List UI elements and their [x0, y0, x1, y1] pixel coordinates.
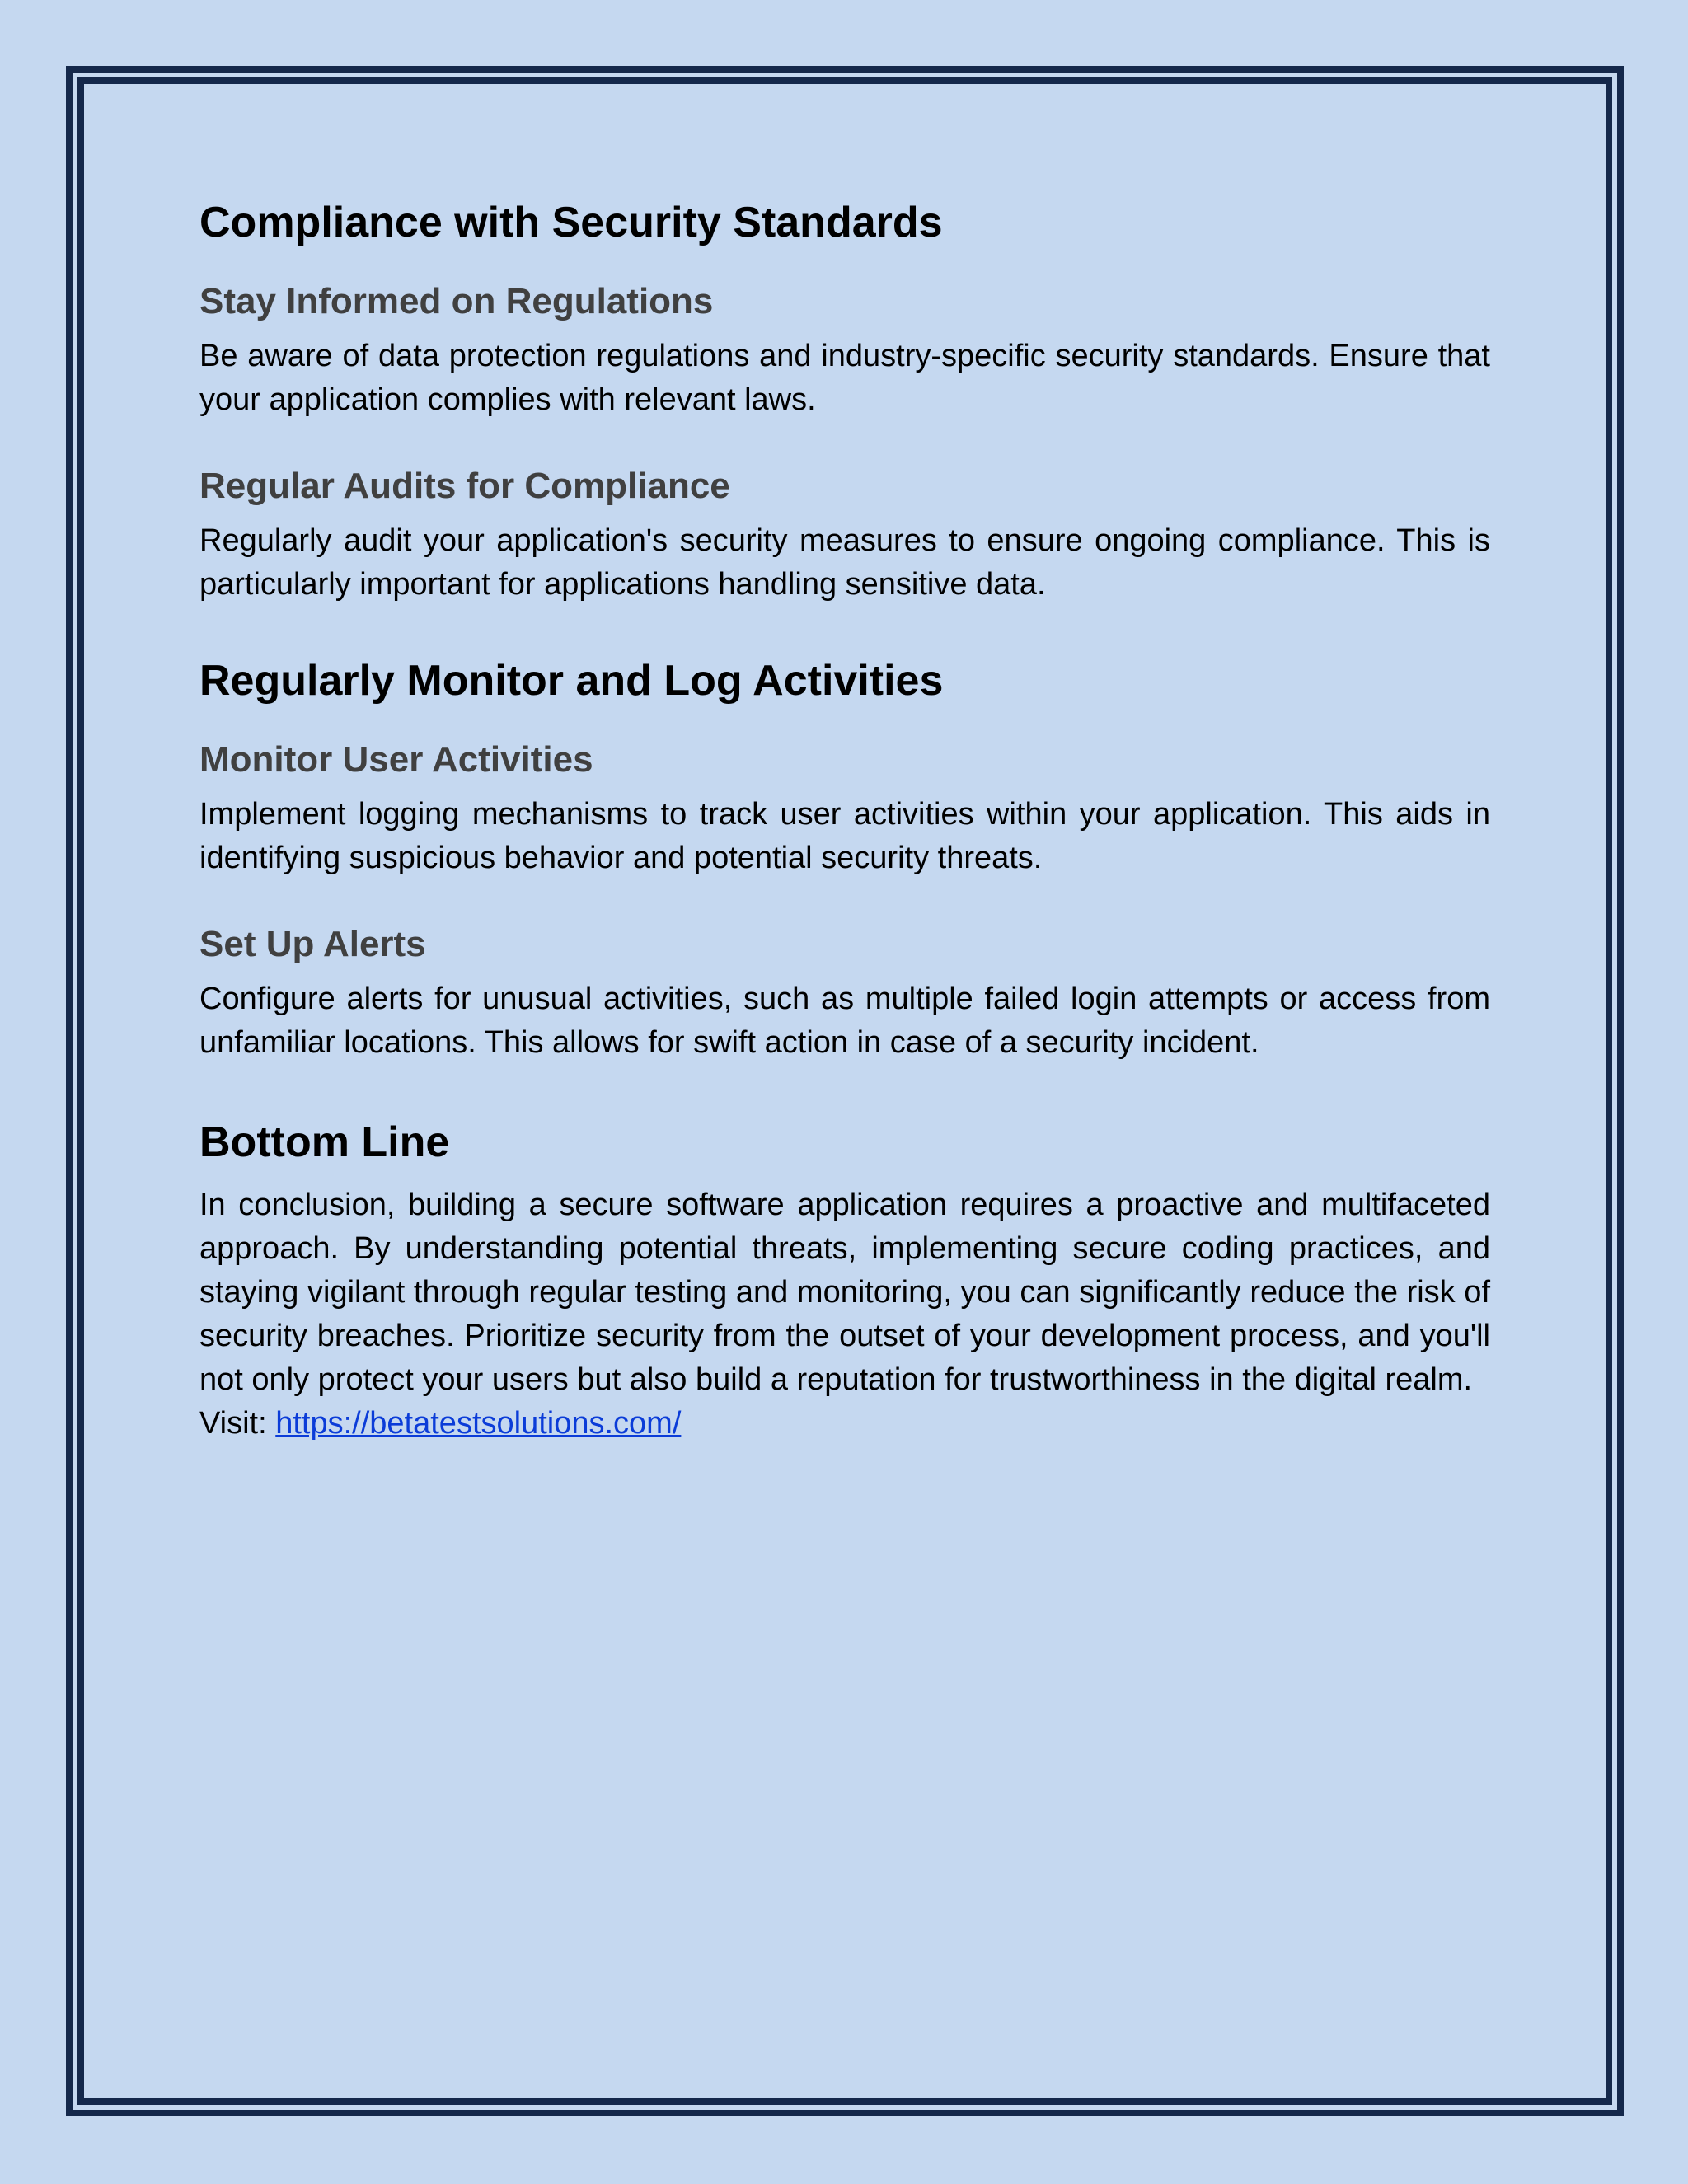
subheading-regular-audits: Regular Audits for Compliance — [199, 466, 730, 506]
section-heading-compliance: Compliance with Security Standards — [199, 199, 943, 246]
paragraph-regular-audits: Regularly audit your application's security measures to ensure ongoing compliance. This is particularly important for applications handling sensitive data. — [199, 523, 1490, 602]
document-body — [199, 194, 1490, 1446]
paragraph-bottom-line: In conclusion, building a secure software application requires a proactive and multifaceted approach. By understanding potential threats, implementing secure coding practices, and staying vigilant through regular testing and monitoring, you can significantly reduce the risk of security breaches. Prioritize security from the outset of your development process, and you'll not only protect your users but also build a reputation for trustworthiness in the digital realm. — [199, 1188, 1490, 1397]
visit-line — [199, 1402, 1490, 1446]
section-heading-bottom-line: Bottom Line — [199, 1118, 450, 1166]
subheading-monitor-user: Monitor User Activities — [199, 739, 593, 780]
paragraph-set-up-alerts: Configure alerts for unusual activities, such as multiple failed login attempts or access from unfamiliar locations. This allows for swift action in case of a security incident. — [199, 982, 1490, 1060]
visit-label: Visit: — [199, 1406, 267, 1441]
subheading-set-up-alerts: Set Up Alerts — [199, 924, 426, 964]
website-link[interactable]: https://betatestsolutions.com/ — [275, 1406, 682, 1441]
paragraph-stay-informed: Be aware of data protection regulations and industry-specific security standards. Ensure that your application complies with relevant laws. — [199, 339, 1490, 417]
paragraph-monitor-user: Implement logging mechanisms to track user activities within your application. This aids in identifying suspicious behavior and potential security threats. — [199, 797, 1490, 875]
section-heading-monitor-log: Regularly Monitor and Log Activities — [199, 657, 944, 705]
subheading-stay-informed: Stay Informed on Regulations — [199, 281, 714, 321]
